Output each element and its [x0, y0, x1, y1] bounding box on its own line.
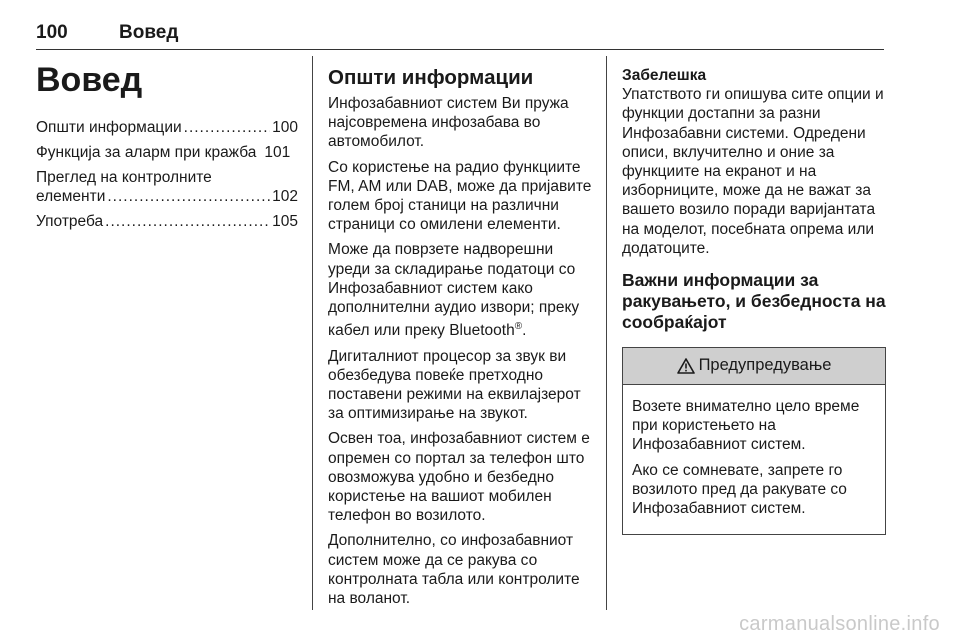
- paragraph: [328, 240, 596, 340]
- toc-item-page: 102: [272, 188, 298, 205]
- subsection-heading: Важни информации за ракувањето, и безбедноста на сообраќајот: [622, 270, 886, 333]
- note-box: [622, 66, 888, 258]
- chapter-title: Вовед: [36, 61, 143, 99]
- warning-paragraph: Возете внимателно цело време при користењето на Инфозабавниот систем.: [632, 398, 860, 454]
- toc-item[interactable]: [36, 143, 298, 162]
- paragraph: Инфозабавниот систем Ви пружа најсовремена инфозабава во автомобилот.: [328, 95, 569, 151]
- toc-item-page: 101: [264, 144, 291, 161]
- toc-item-page: 100: [272, 119, 298, 136]
- paragraph: Со користење на радио функциите FM, AM или DAB, може да пријавите голем број станици на различни страници со омилени елементи.: [328, 158, 592, 234]
- page-header: [36, 22, 884, 50]
- warning-header: [623, 348, 885, 385]
- paragraph: Дигиталниот процесор за звук ви обезбедува повеќе претходно поставени режими на еквилајзерот за оптимизирање на звукот.: [328, 347, 581, 423]
- registered-mark: ®: [514, 321, 523, 333]
- warning-title: Предупредување: [698, 356, 832, 375]
- column-divider: [312, 56, 313, 610]
- section-name: Вовед: [119, 22, 179, 43]
- toc-leader: [184, 118, 270, 137]
- main-column: [328, 66, 596, 614]
- toc-item-label: елементи: [36, 188, 106, 205]
- column-divider: [606, 56, 607, 610]
- watermark: carmanualsonline.info: [739, 613, 940, 635]
- warning-paragraph: Ако се сомневате, запрете го возилото пред да ракувате со Инфозабавниот систем.: [632, 461, 847, 518]
- toc-item-label-line1: Преглед на контролните: [36, 169, 212, 186]
- note-title: Забелешка: [622, 67, 707, 84]
- warning-body: [623, 385, 885, 534]
- toc-item-label: Општи информации: [36, 119, 182, 136]
- note-text: Упатството ги опишува сите опции и функции достапни за разни Инфозабавни системи. Одредени описи, вклучително и оние за функциите на екранот и на изборниците, може да не важат за вашето возило поради варијантата на моделот, посебната опрема или додатоците.: [622, 86, 884, 257]
- toc-leader: [107, 187, 270, 206]
- section-heading: Општи информации: [328, 66, 534, 89]
- side-column: [622, 66, 888, 535]
- header-rule: [36, 49, 884, 50]
- paragraph: Освен тоа, инфозабавниот систем е опремен со портал за телефон што овозможува удобно и безбедно користење на вашиот мобилен телефон во возилото.: [328, 430, 590, 525]
- toc-leader: [105, 212, 270, 231]
- toc-item[interactable]: [36, 168, 298, 206]
- toc-column: [36, 56, 298, 237]
- paragraph: Дополнително, со инфозабавниот систем може да се ракува со контролната табла или контролите на воланот.: [328, 532, 580, 608]
- page-number: 100: [36, 22, 68, 43]
- toc-item-page: 105: [272, 213, 298, 230]
- warning-box: [622, 347, 886, 535]
- toc-item-label: Употреба: [36, 213, 104, 230]
- warning-triangle-icon: [677, 358, 695, 374]
- toc-item[interactable]: [36, 118, 298, 137]
- toc-item[interactable]: [36, 212, 298, 231]
- paragraph-end: .: [522, 322, 527, 340]
- paragraph-text: Може да поврзете надворешни уреди за складирање податоци со Инфозабавниот систем како дополнителни аудио извори; преку кабел или преку Bluetooth: [328, 241, 580, 340]
- table-of-contents: [36, 118, 298, 231]
- toc-item-label: Функција за аларм при кражба: [36, 144, 257, 161]
